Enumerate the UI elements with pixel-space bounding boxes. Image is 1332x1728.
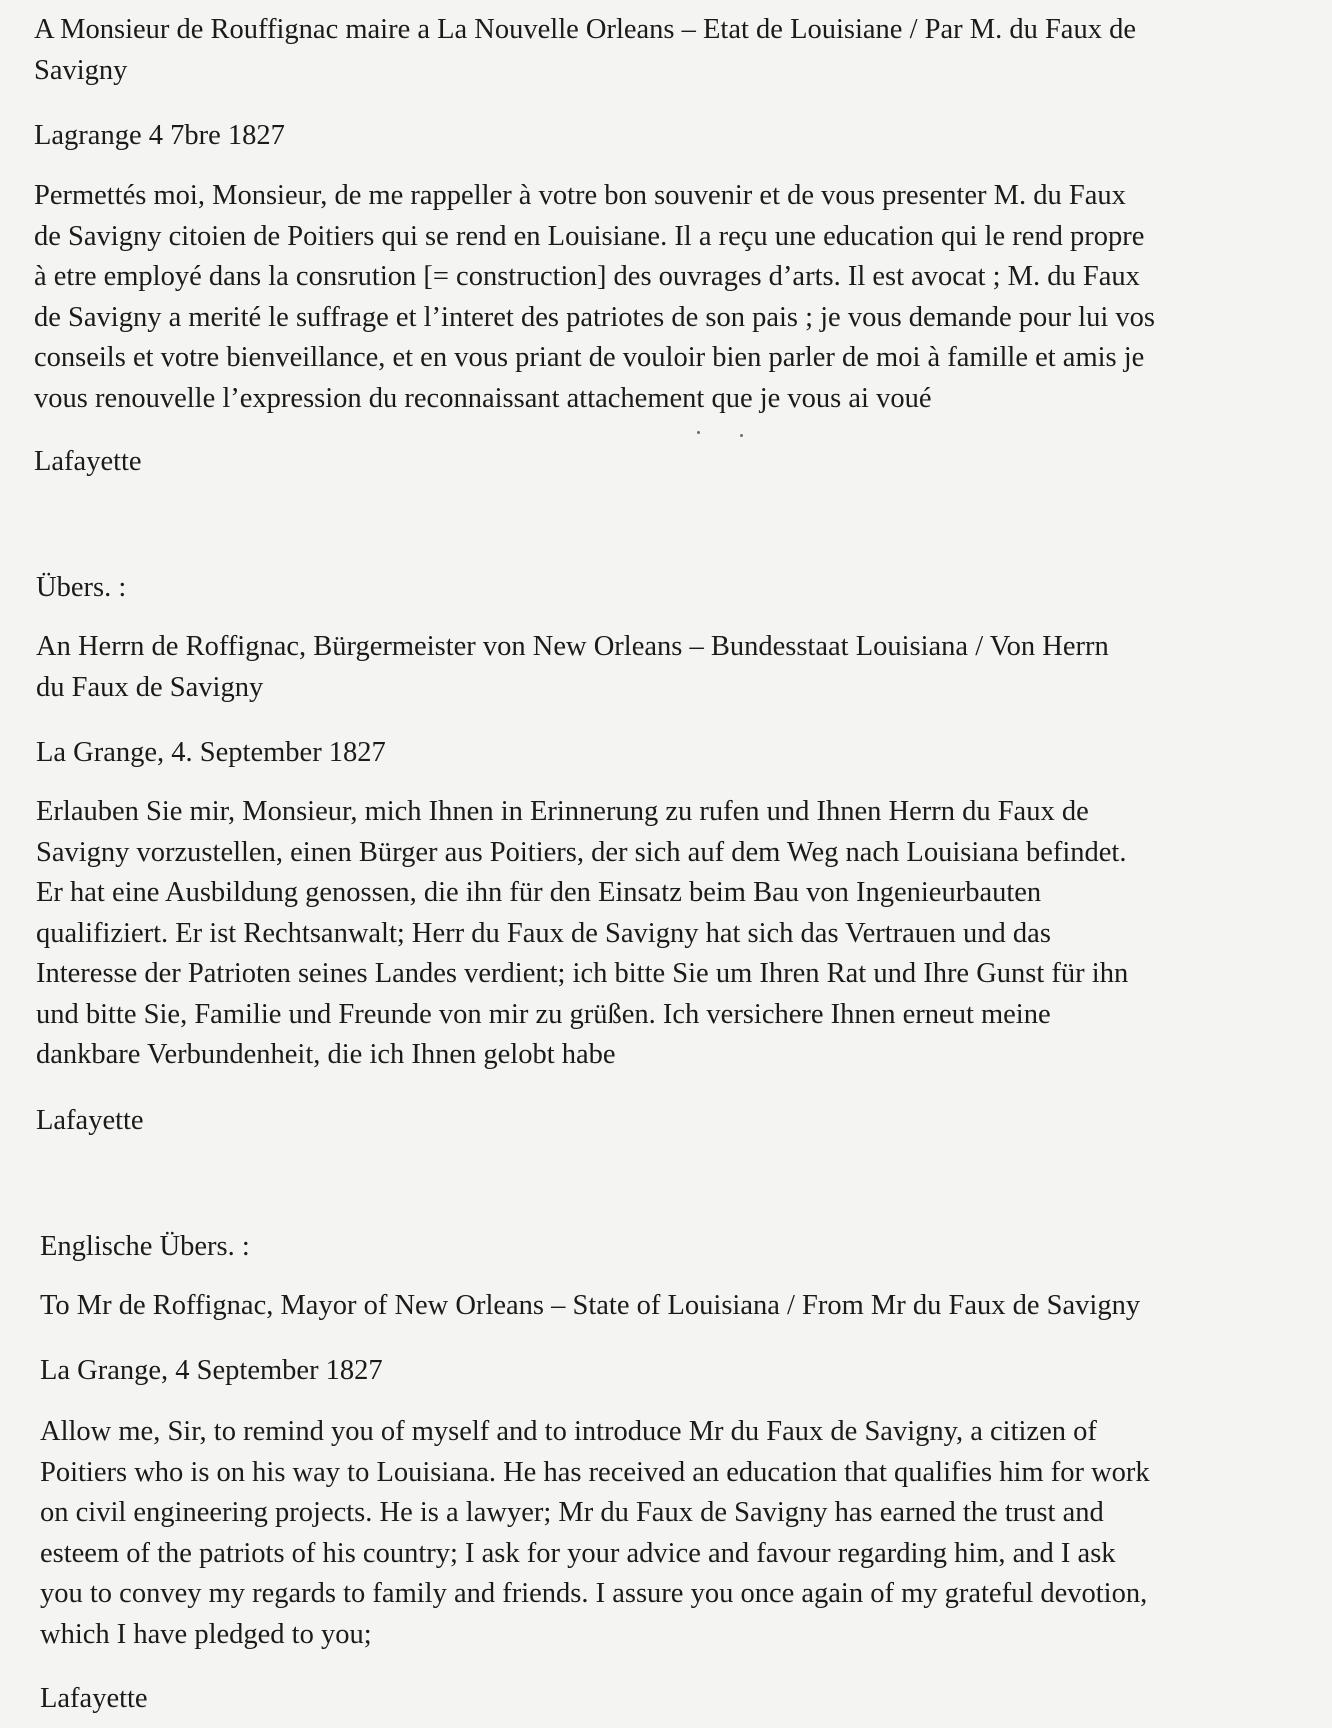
german-body-line: qualifiziert. Er ist Rechtsanwalt; Herr du Faux de Savigny hat sich das Vertrauen und das: [36, 917, 1051, 949]
german-body: [36, 792, 1128, 1076]
french-body: [34, 176, 1155, 419]
german-date-text: La Grange, 4. September 1827: [36, 737, 386, 768]
german-date: [36, 733, 386, 774]
german-heading: [36, 568, 126, 609]
french-body-line: de Savigny a merité le suffrage et l’interet des patriotes de son pais ; je vous demande pour lui vos: [34, 301, 1155, 333]
english-address-line: To Mr de Roffignac, Mayor of New Orleans – State of Louisiana / From Mr du Faux de Savigny: [40, 1290, 1141, 1321]
english-signature: [40, 1679, 148, 1720]
french-body-line: de Savigny citoien de Poitiers qui se rend en Louisiane. Il a reçu une education qui le rend propre: [34, 220, 1145, 252]
french-body-line: Permettés moi, Monsieur, de me rappeller à votre bon souvenir et de vous presenter M. du Faux: [34, 180, 1126, 211]
french-body-line: à etre employé dans la consrution [= construction] des ouvrages d’arts. Il est avocat ; M. du Faux: [34, 261, 1140, 292]
french-signature: [34, 442, 142, 483]
french-date: [34, 116, 285, 157]
french-body-line: conseils et votre bienveillance, et en vous priant de vouloir bien parler de moi à famille et amis je: [34, 342, 1145, 373]
english-date: [40, 1351, 383, 1392]
french-body-line: vous renouvelle l’expression du reconnaissant attachement que je vous ai voué: [34, 382, 932, 414]
english-body: [40, 1412, 1150, 1655]
french-address: [34, 10, 1136, 91]
english-body-line: esteem of the patriots of his country; I ask for your advice and favour regarding him, and I ask: [40, 1537, 1116, 1569]
french-signature-text: Lafayette: [34, 446, 142, 477]
german-body-line: Interesse der Patrioten seines Landes verdient; ich bitte Sie um Ihren Rat und Ihre Gunst für ihn: [36, 958, 1129, 989]
german-address-line: du Faux de Savigny: [36, 671, 264, 703]
scan-speck: [740, 434, 743, 437]
german-body-line: Er hat eine Ausbildung genossen, die ihn für den Einsatz beim Bau von Ingenieurbauten: [36, 877, 1042, 908]
english-body-line: you to convey my regards to family and friends. I assure you once again of my grateful devotion,: [40, 1578, 1148, 1609]
english-body-line: on civil engineering projects. He is a lawyer; Mr du Faux de Savigny has earned the trust and: [40, 1497, 1104, 1528]
english-date-text: La Grange, 4 September 1827: [40, 1355, 383, 1386]
german-address: [36, 627, 1109, 708]
english-body-line: which I have pledged to you;: [40, 1618, 372, 1650]
english-address: [40, 1286, 1140, 1327]
english-signature-text: Lafayette: [40, 1683, 148, 1714]
german-signature-text: Lafayette: [36, 1105, 144, 1136]
english-heading-text: Englische Übers. :: [40, 1231, 250, 1262]
english-body-line: Poitiers who is on his way to Louisiana. He has received an education that qualifies him for work: [40, 1456, 1150, 1488]
german-body-line: dankbare Verbundenheit, die ich Ihnen gelobt habe: [36, 1039, 616, 1070]
german-heading-text: Übers. :: [36, 572, 127, 603]
german-body-line: Erlauben Sie mir, Monsieur, mich Ihnen in Erinnerung zu rufen und Ihnen Herrn du Faux de: [36, 796, 1089, 827]
german-address-line: An Herrn de Roffignac, Bürgermeister von New Orleans – Bundesstaat Louisiana / Von Herrn: [36, 631, 1109, 662]
french-address-line: A Monsieur de Rouffignac maire a La Nouvelle Orleans – Etat de Louisiane / Par M. du Faux de: [34, 14, 1136, 45]
german-body-line: Savigny vorzustellen, einen Bürger aus Poitiers, der sich auf dem Weg nach Louisiana befindet.: [36, 836, 1127, 868]
scan-speck: [697, 431, 700, 434]
french-date-text: Lagrange 4 7bre 1827: [34, 120, 285, 151]
english-body-line: Allow me, Sir, to remind you of myself and to introduce Mr du Faux de Savigny, a citizen of: [40, 1416, 1097, 1447]
english-heading: [40, 1227, 250, 1268]
german-body-line: und bitte Sie, Familie und Freunde von mir zu grüßen. Ich versichere Ihnen erneut meine: [36, 998, 1051, 1030]
french-address-line: Savigny: [34, 54, 128, 86]
german-signature: [36, 1101, 144, 1142]
